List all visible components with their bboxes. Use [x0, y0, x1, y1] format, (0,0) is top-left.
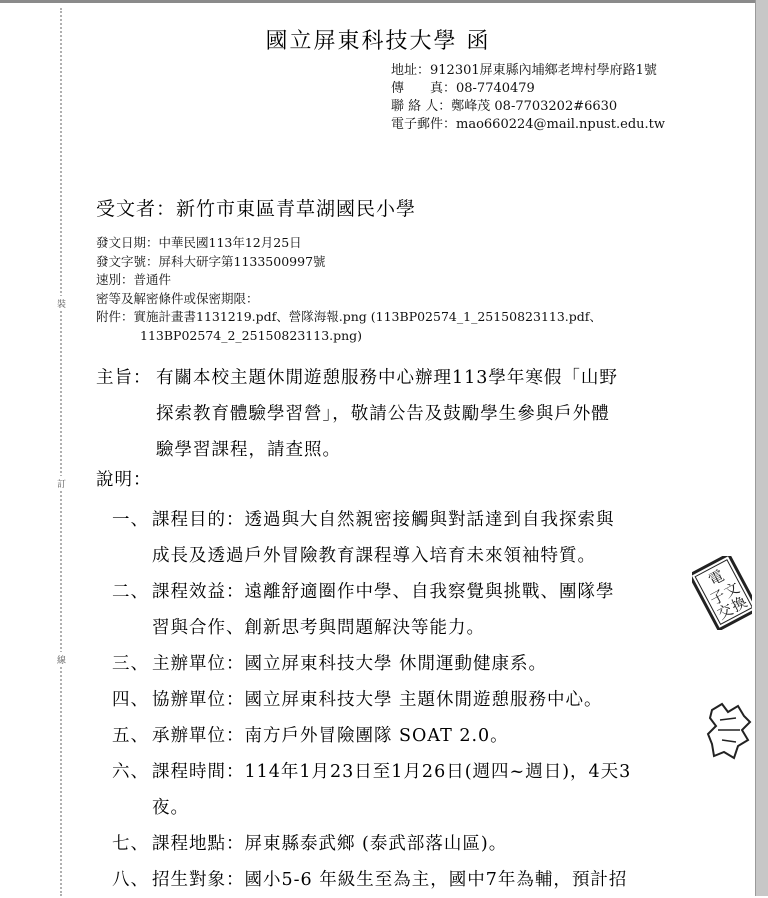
item-line: 課程目的：透過與大自然親密接觸與對話達到自我探索與 [152, 510, 615, 530]
window-top-border [0, 0, 768, 3]
seal-mark [706, 700, 752, 762]
stamp-char: 換 [728, 592, 751, 616]
fax: 傳 真：08-7740479 [391, 81, 535, 96]
item-line: 課程效益：遠離舒適圈作中學、自我察覺與挑戰、團隊學 [152, 582, 615, 602]
stamp-char: 文 [720, 578, 743, 602]
item-number: 八、 [112, 870, 149, 890]
email: 電子郵件：mao660224@mail.npust.edu.tw [391, 117, 666, 132]
list-item [112, 574, 672, 646]
stamp-char: 電 [705, 566, 728, 590]
subject [96, 360, 676, 468]
item-number: 五、 [112, 726, 149, 746]
list-item [112, 862, 672, 898]
list-item [112, 646, 672, 682]
item-line: 夜。 [152, 798, 189, 818]
item-line: 招生對象：國小5-6 年級生至為主，國中7年為輔，預計招 [152, 870, 628, 890]
subject-text [156, 360, 676, 468]
address: 地址：912301屏東縣內埔鄉老埤村學府路1號 [391, 63, 657, 78]
list-item [112, 502, 672, 574]
item-line: 主辦單位：國立屏東科技大學 休閒運動健康系。 [152, 654, 548, 674]
margin-mark-line: 線 [57, 652, 66, 667]
list-item [112, 682, 672, 718]
margin-mark-staple: 訂 [57, 476, 66, 491]
item-line: 課程地點：屏東縣泰武鄉 (泰武部落山區)。 [152, 834, 508, 854]
subject-line2: 探索教育體驗學習營」，敬請公告及鼓勵學生參與戶外體 [156, 404, 610, 424]
scrollbar[interactable] [755, 0, 768, 896]
attachments-line1: 附件：實施計畫書1131219.pdf、營隊海報.png (113BP02574_1_25150823113.pdf、 [96, 309, 602, 324]
doc-number: 發文字號：屏科大研字第1133500997號 [96, 253, 326, 269]
item-line: 習與合作、創新思考與問題解決等能力。 [152, 618, 485, 638]
item-number: 七、 [112, 834, 149, 854]
item-number: 六、 [112, 762, 149, 782]
stamp-char: 交 [714, 600, 737, 624]
meta-block [96, 234, 666, 345]
item-number: 三、 [112, 654, 149, 674]
binding-line [60, 8, 62, 896]
explanation-label: 說明： [96, 470, 152, 490]
contact-person: 聯 絡 人：鄭峰茂 08-7703202#6630 [391, 99, 618, 114]
issue-date: 發文日期：中華民國113年12月25日 [96, 235, 302, 250]
subject-line1: 有關本校主題休閒遊憩服務中心辦理113學年寒假「山野 [156, 368, 618, 388]
margin-mark-bind: 裝 [57, 296, 66, 311]
item-line: 課程時間：114年1月23日至1月26日(週四~週日)，4天3 [152, 762, 632, 782]
exchange-stamp [692, 556, 752, 630]
item-line: 協辦單位：國立屏東科技大學 主題休閒遊憩服務中心。 [152, 690, 603, 710]
list-item [112, 826, 672, 862]
subject-label: 主旨： [96, 368, 152, 388]
contact-block [391, 62, 683, 134]
confidentiality: 密等及解密條件或保密期限： [96, 290, 259, 306]
stamp-char: 子 [706, 586, 729, 610]
document-title: 國立屏東科技大學 函 [265, 29, 491, 54]
item-line: 成長及透過戶外冒險教育課程導入培育未來領袖特質。 [152, 546, 596, 566]
item-number: 一、 [112, 510, 149, 530]
speed: 速別：普通件 [96, 272, 172, 287]
list-item [112, 754, 672, 826]
subject-line3: 驗學習課程，請查照。 [156, 440, 341, 460]
item-number: 二、 [112, 582, 149, 602]
list-item [112, 718, 672, 754]
explanation-items [112, 502, 672, 898]
item-number: 四、 [112, 690, 149, 710]
item-line: 承辦單位：南方戶外冒險團隊 SOAT 2.0。 [152, 726, 509, 746]
recipient: 受文者：新竹市東區青草湖國民小學 [96, 198, 417, 220]
attachments-line2: 113BP02574_2_25150823113.png) [140, 327, 363, 343]
